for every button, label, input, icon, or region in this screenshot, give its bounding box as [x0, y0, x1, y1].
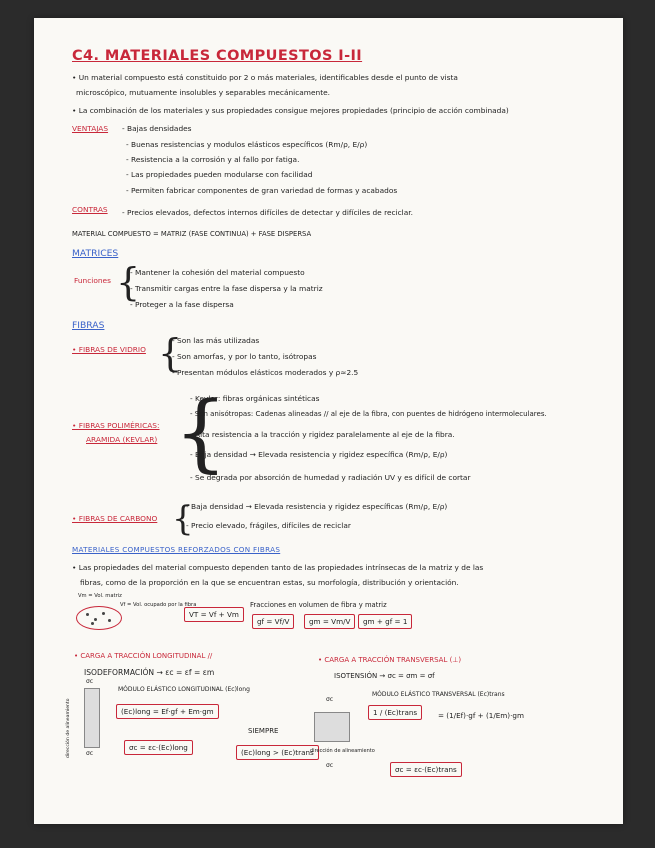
fracciones-label: Fracciones en volumen de fibra y matriz [250, 601, 387, 609]
brace-polimericas: { [174, 383, 228, 481]
intro-line-1: • Un material compuesto está constituido por 2 o más materiales, identificables desde el punto de vista [72, 73, 458, 82]
funcion-item: - Transmitir cargas entre la fase dispersa y la matriz [130, 284, 323, 293]
ventajas-label: VENTAJAS [72, 124, 109, 133]
polimericas-item: - Kevlar: fibras orgánicas sintéticas [190, 394, 320, 403]
longitudinal-heading: • CARGA A TRACCIÓN LONGITUDINAL // [74, 652, 213, 660]
eq-gf: gf = Vf/V [252, 614, 294, 629]
sigma-long-bottom: σc [86, 750, 94, 757]
eq-sigma-long: σc = εc·(Ec)long [124, 740, 193, 755]
fibras-carbono-label: • FIBRAS DE CARBONO [72, 514, 158, 523]
fiber-dot [86, 613, 89, 616]
ventajas-item: - Permiten fabricar componentes de gran variedad de formas y acabados [126, 186, 398, 195]
fiber-dot [102, 612, 105, 615]
fiber-dot [108, 619, 111, 622]
ventajas-item: - Las propiedades pueden modularse con facilidad [126, 170, 313, 179]
sigma-trans-bottom: σc [326, 762, 334, 769]
fiber-dot [91, 622, 94, 625]
intro-line-3: • La combinación de los materiales y sus propiedades consigue mejores propiedades (principio de acción combinada) [72, 106, 509, 115]
vidrio-item: - Son amorfas, y por lo tanto, isótropas [172, 352, 317, 361]
section-matrices: MATRICES [72, 248, 119, 259]
funcion-item: - Proteger a la fase dispersa [130, 300, 234, 309]
isotension: ISOTENSIÓN → σc = σm = σf [334, 672, 435, 680]
funcion-item: - Mantener la cohesión del material compuesto [130, 268, 305, 277]
eq-modulo-long: (Ec)long = Ef·gf + Em·gm [116, 704, 219, 719]
fiber-bundle-trans-icon [314, 712, 350, 742]
brace-carbono: { [172, 499, 194, 539]
ventajas-item: - Buenas resistencias y modulos elásticos específicos (Rm/ρ, E/ρ) [126, 140, 368, 149]
polimericas-item: - Son anisótropas: Cadenas alineadas // al eje de la fibra, con puentes de hidrógeno intermoleculares. [190, 410, 547, 418]
eq-modulo-trans-left: 1 / (Ec)trans [368, 705, 422, 720]
eq-volumen-total: VT = Vf + Vm [184, 607, 244, 622]
eq-sigma-trans: σc = εc·(Ec)trans [390, 762, 462, 777]
vm-label: Vm = Vol. matriz [78, 593, 122, 599]
modulo-trans-label: MÓDULO ELÁSTICO TRANSVERSAL (Ec)trans [372, 691, 505, 698]
axis-label-trans: dirección de alineamiento [310, 748, 375, 754]
vf-label: Vf = Vol. ocupado por la fibra [120, 602, 197, 608]
reforzados-line-1: • Las propiedades del material compuesto dependen tanto de las propiedades intrínsecas de la matriz y de las [72, 563, 484, 572]
notebook-page [34, 18, 623, 824]
fiber-bundle-long-icon [84, 688, 100, 748]
page-title: C4. MATERIALES COMPUESTOS I-II [72, 48, 363, 64]
funciones-label: Funciones [74, 276, 111, 285]
brace-funciones: { [116, 260, 141, 304]
section-reforzados: MATERIALES COMPUESTOS REFORZADOS CON FIBRAS [72, 545, 281, 554]
contras-text: - Precios elevados, defectos internos difíciles de detectar y difíciles de reciclar. [122, 208, 413, 217]
intro-line-2: microscópico, mutuamente insolubles y separables mecánicamente. [76, 88, 331, 97]
carbono-item: - Baja densidad → Elevada resistencia y rigidez específicas (Rm/ρ, E/ρ) [186, 502, 448, 511]
transversal-heading: • CARGA A TRACCIÓN TRANSVERSAL (⊥) [318, 656, 462, 664]
brace-vidrio: { [158, 331, 183, 375]
sigma-trans-top: σc [326, 696, 334, 703]
aramida-label: ARAMIDA (KEVLAR) [86, 435, 158, 444]
fibras-polimericas-label: • FIBRAS POLIMÉRICAS: [72, 421, 160, 430]
section-fibras: FIBRAS [72, 320, 105, 331]
reforzados-line-2: fibras, como de la proporción en la que se encuentran estas, su morfología, distribución y orientación. [80, 578, 459, 587]
eq-siempre: (Ec)long > (Ec)trans [236, 745, 319, 760]
siempre-label: SIEMPRE [248, 727, 279, 735]
vidrio-item: - Son las más utilizadas [172, 336, 260, 345]
carbono-item: - Precio elevado, frágiles, difíciles de reciclar [186, 521, 351, 530]
modulo-long-label: MÓDULO ELÁSTICO LONGITUDINAL (Ec)long [118, 686, 250, 693]
axis-label-long: dirección de alineamiento [66, 698, 71, 758]
fibras-vidrio-label: • FIBRAS DE VIDRIO [72, 345, 146, 354]
contras-label: CONTRAS [72, 205, 108, 214]
polimericas-item: - Alta resistencia a la tracción y rigidez paralelamente al eje de la fibra. [190, 430, 455, 439]
isodeformacion: ISODEFORMACIÓN → εc = εf = εm [84, 668, 215, 677]
ventajas-item: - Bajas densidades [122, 124, 192, 133]
sigma-long-top: σc [86, 678, 94, 685]
composite-cross-section-icon [76, 606, 122, 630]
formula-main: MATERIAL COMPUESTO = MATRIZ (FASE CONTINUA) + FASE DISPERSA [72, 230, 312, 238]
fiber-dot [94, 618, 97, 621]
polimericas-item: - Se degrada por absorción de humedad y radiación UV y es difícil de cortar [190, 473, 471, 482]
ventajas-item: - Resistencia a la corrosión y al fallo por fatiga. [126, 155, 300, 164]
eq-gm: gm = Vm/V [304, 614, 355, 629]
vidrio-item: - Presentan módulos elásticos moderados y ρ≈2.5 [172, 368, 359, 377]
polimericas-item: - Baja densidad → Elevada resistencia y rigidez específica (Rm/ρ, E/ρ) [190, 450, 448, 459]
eq-fracciones-suma: gm + gf = 1 [358, 614, 412, 629]
eq-modulo-trans-right: = (1/Ef)·gf + (1/Em)·gm [438, 711, 524, 720]
